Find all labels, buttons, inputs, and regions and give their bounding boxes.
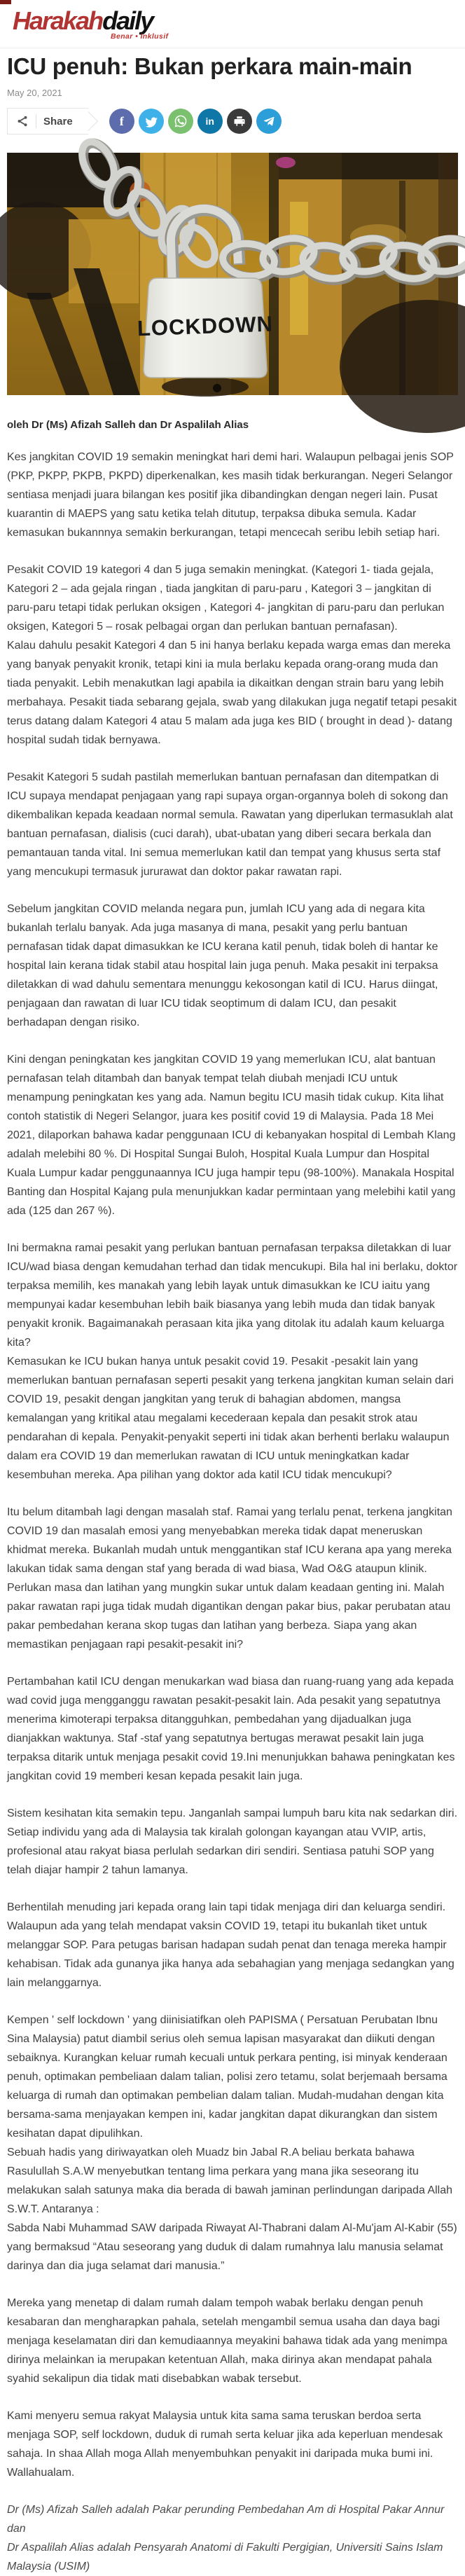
share-facebook-button[interactable] <box>109 109 134 134</box>
twitter-icon <box>144 115 158 128</box>
article-body <box>7 448 458 2482</box>
share-icon <box>16 115 29 128</box>
author-footer-line: Dr Aspalilah Alias adalah Pensyarah Anatomi di Fakulti Pergigian, Universiti Sains Islam Malaysia (USIM) <box>7 2542 443 2573</box>
share-label: Share <box>43 115 73 128</box>
linkedin-icon: in <box>205 116 214 128</box>
share-twitter-button[interactable] <box>139 109 164 134</box>
author-footer-line: Dr (Ms) Afizah Salleh adalah Pakar perunding Pembedahan Am di Hospital Pakar Annur dan <box>7 2504 445 2535</box>
article-paragraph: Kes jangkitan COVID 19 semakin meningkat hari demi hari. Walaupun pelbagai jenis SOP (PKP, PKPP, PKPB, PKPD) diperkenalkan, kes masih tidak berkurangan. Negeri Selangor sentiasa menjadi juara bilangan kes positif jika dibandingkan dengan negeri lain. Pusat kuarantin di MAEPS yang satu ketika telah ditutup, terpaksa dibuka semula. Kadar kemasukan bukannnya semakin berkurangan, tetapi mencecah seribu lebih setiap hari. <box>7 451 454 539</box>
article-paragraph: Ini bermakna ramai pesakit yang perlukan bantuan pernafasan terpaksa diletakkan di luar ICU/wad biasa dengan kemudahan terhad dan tidak mencukupi. Bila hal ini berlaku, doktor terpaksa memilih, kes manakah yang lebih layak untuk dimasukkan ke ICU iaitu yang mempunyai kadar kesembuhan lebih baik biasanya yang lebih muda dan tidak banyak penyakit kronik. Bagaimanakah perasaan kita jika yang ditolak itu adalah kaum keluarga kita? <box>7 1242 458 1349</box>
logo-tagline: Benar • Inklusif <box>111 32 169 41</box>
article-paragraph: Sebelum jangkitan COVID melanda negara pun, jumlah ICU yang ada di negara kita bukanlah terlalu banyak. Ada juga masanya di mana, pesakit yang perlu bantuan pernafasan tidak dapat dimasukkan ke ICU kerana katil penuh, tidak boleh di hantar ke hospital lain kerana tidak stabil atau hospital lain juga penuh. Maka pesakit ini terpaksa diletakkan di wad dahulu sementara menunggu kekosongan katil di ICU. Harus diingat, penjagaan dan rawatan di luar ICU tidak seoptimum di dalam ICU, dan pesakit berhadapan dengan risiko. <box>7 903 438 1029</box>
article-paragraph: Kempen ' self lockdown ' yang diinisiatifkan oleh PAPISMA ( Persatuan Perubatan Ibnu Sina Malaysia) patut diambil serius oleh semua lapisan masyarakat dan diikuti dengan sebaiknya. Kurangkan keluar rumah kecuali untuk perkara penting, isi minyak kenderaan penuh, optimakan pembeliaan dalam talian, polisi zero tetamu, solat berjemaah bersama keluarga di rumah dan optimakan pembelian dalam talian. Mudah-mudahan dengan kita bersama-sama menjayakan kempen ini, kadar jangkitan dapat dikurangkan dan sistem kesihatan dapat dipulihkan. <box>7 2014 447 2140</box>
article-paragraph: Kini dengan peningkatan kes jangkitan COVID 19 yang memerlukan ICU, alat bantuan pernafasan telah ditambah dan banyak tempat telah diubah menjadi ICU untuk menampung peningkatan kes yang ada. Namun begitu ICU masih tidak cukup. Kita lihat contoh statistik di Negeri Selangor, juara kes positif covid 19 di Malaysia. Pada 18 Mei 2021, dilaporkan bahawa kadar penggunaan ICU di kebanyakan hospital di Lembah Klang adalah melebihi 80 %. Di Hospital Sungai Buloh, Hospital Kuala Lumpur dan Hospital Kuala Lumpur kadar penggunaannya ICU juga hampir tepu (98-100%). Manakala Hospital Banting dan Hospital Kajang pula menunjukkan kadar permintaan yang melebihi katil yang ada (125 dan 267 %). <box>7 1054 456 1218</box>
article-paragraph: Sistem kesihatan kita semakin tepu. Janganlah sampai lumpuh baru kita nak sedarkan diri. Setiap individu yang ada di Malaysia tak kiralah golongan kayangan atau VVIP, artis, profesional atau rakyat biasa perlulah sedarkan diri sendiri. Sentiasa patuhi SOP yang telah diajar hampir 2 tahun lamanya. <box>7 1807 458 1877</box>
article-paragraph: Pesakit Kategori 5 sudah pastilah memerlukan bantuan pernafasan dan ditempatkan di ICU supaya mendapat penjagaan yang rapi supaya organ-organnya boleh di sokong dan dikembalikan kepada keadaan normal semula. Rawatan yang diperlukan termasuklah alat bantuan pernafasan, dialisis (cuci darah), ubat-ubatan yang diberi secara berkala dan pemantauan tanda vital. Ini semua memerlukan katil dan tempat yang khusus serta staf yang mencukupi termasuk jururawat dan doktor pakar rawatan rapi. <box>7 771 453 879</box>
share-pill-tip <box>78 111 98 131</box>
article-paragraph: Kalau dahulu pesakit Kategori 4 dan 5 ini hanya berlaku kepada warga emas dan mereka yang banyak penyakit kronik, tetapi kini ia mula berlaku kepada orang-orang muda dan tiada penyakit. Lebih menakutkan lagi apabila ia dikaitkan dengan strain baru yang lebih merbahaya. Pesakit tiada sebarang gejala, swab yang dilakukan juga negatif tetapi pesakit terus datang dalam Kategori 4 atau 5 malam ada juga kes BID ( brought in dead )- datang hospital sudah tidak bernyawa. <box>7 640 457 747</box>
article-date: May 20, 2021 <box>7 88 62 99</box>
share-button[interactable] <box>7 108 88 135</box>
page-title: ICU penuh: Bukan perkara main-main <box>7 53 412 79</box>
share-whatsapp-button[interactable] <box>168 109 193 134</box>
whatsapp-icon <box>174 114 188 128</box>
article-paragraph: Kami menyeru semua rakyat Malaysia untuk kita sama sama teruskan berdoa serta menjaga SOP, self lockdown, duduk di rumah serta keluar jika ada keperluan mendesak sahaja. In shaa Allah moga Allah menyembuhkan penyakit ini daripada muka bumi ini. Wallahualam. <box>7 2410 443 2479</box>
article-paragraph: Sebuah hadis yang diriwayatkan oleh Muadz bin Jabal R.A beliau berkata bahawa Rasulullah S.A.W menyebutkan tentang lima perkara yang mana jika seseorang itu melakukan salah satunya maka dia berada di bawah jaminan perlindungan daripada Allah S.W.T. Antaranya : <box>7 2147 452 2216</box>
print-icon <box>233 115 246 128</box>
article-paragraph: Sabda Nabi Muhammad SAW daripada Riwayat Al-Thabrani dalam Al-Mu'jam Al-Kabir (55) yang bermaksud “Atau seseorang yang duduk di dalam rumahnya lalu manusia selamat darinya dan dia juga selamat dari manusia.” <box>7 2222 457 2273</box>
masthead <box>0 0 465 41</box>
share-telegram-button[interactable] <box>256 109 282 134</box>
author-footer <box>7 2500 458 2576</box>
article-paragraph: Pertambahan katil ICU dengan menukarkan wad biasa dan ruang-ruang yang ada kepada wad covid juga mengganggu rawatan pesakit-pesakit lain. Ada pesakit yang sepatutnya menerima kimoterapi terpaksa ditangguhkan, pembedahan yang dijadualkan juga dianjakkan waktunya. Staf -staf yang sepatutnya bertugas merawat pesakit lain juga terpaksa ditarik untuk menjaga pesakit covid 19.Ini menunjukkan bahawa peningkatan kes jangkitan covid 19 memberi kesan kepada pesakit lain juga. <box>7 1676 455 1783</box>
lock-text: LOCKDOWN <box>137 311 274 341</box>
article-paragraph: Kemasukan ke ICU bukan hanya untuk pesakit covid 19. Pesakit -pesakit lain yang memerlukan bantuan pernafasan seperti pesakit yang terkena jangkitan kuman selain dari COVID 19, pesakit dengan jangkitan yang teruk di bahagian abdomen, mangsa kemalangan yang kritikal atau megalami kecederaan kepala dan pesakit strok atau pendarahan di kepala. Penyakit-penyakit seperti ini tidak akan berhenti berlaku walaupun dalam era COVID 19 dan memerlukan rawatan di ICU untuk meningkatkan kadar kesembuhan mereka. Apa pilihan yang doktor ada katil ICU tidak mencukupi? <box>7 1356 454 1482</box>
logo-part-black: daily <box>102 6 153 35</box>
harakahdaily-logo[interactable] <box>13 8 465 34</box>
facebook-icon: f <box>119 113 124 128</box>
share-print-button[interactable] <box>227 109 252 134</box>
article-paragraph: Mereka yang menetap di dalam rumah dalam tempoh wabak berlaku dengan penuh kesabaran dan mengharapkan pahala, setelah mengambil semua usaha dan daya bagi menjaga keselamatan diri dan kemudiaannya meyakini bahawa tidak ada yang menimpa dirinya melainkan ia merupakan ketentuan Allah, maka dirinya akan mendapat pahala syahid sekalipun dia tidak mati disebabkan wabak tersebut. <box>7 2297 447 2385</box>
hero-image <box>7 153 458 395</box>
article-paragraph: Itu belum ditambah lagi dengan masalah staf. Ramai yang terlalu penat, terkena jangkitan COVID 19 dan masalah emosi yang menyebabkan mereka tidak dapat meneruskan khidmat mereka. Bukanlah mudah untuk menggantikan staf ICU kerana apa yang mereka lakukan tidak sama dengan staf yang berada di wad biasa, Wad O&G ataupun klinik. Perlukan masa dan latihan yang mungkin sukar untuk dalam keadaan genting ini. Malah pakar rawatan rapi juga tidak mudah digantikan dengan pakar bius, pakar perubatan atau pakar pembedahan kerana skop tugas dan latihan yang berbeza. Siapa yang akan memastikan penjagaan rapi pesakit-pesakit ini? <box>7 1506 452 1651</box>
share-toolbar <box>7 108 465 135</box>
byline: oleh Dr (Ms) Afizah Salleh dan Dr Aspalilah Alias <box>7 419 249 432</box>
article-paragraph: Berhentilah menuding jari kepada orang lain tapi tidak menjaga diri dan keluarga sendiri. Walaupun ada yang telah mendapat vaksin COVID 19, tetapi itu bukanlah tiket untuk melanggar SOP. Para petugas barisan hadapan sudah penat dan tenaga mereka hampir kehabisan. Tidak ada gunanya jika hanya ada sebahagian yang menjaga sedangkan yang lain melanggarnya. <box>7 1901 454 1990</box>
share-linkedin-button[interactable] <box>197 109 223 134</box>
logo-part-red: Harakah <box>13 6 103 35</box>
telegram-icon <box>263 115 275 128</box>
article-paragraph: Pesakit COVID 19 kategori 4 dan 5 juga semakin meningkat. (Kategori 1- tiada gejala, Kategori 2 – ada gejala ringan , tiada jangkitan di paru-paru , Kategori 3 – jangkitan di paru-paru tetapi tidak perlukan oksigen , Kategori 4- jangkitan di paru-paru dan perlukan oksigen, Kategori 5 – rosak pelbagai organ dan perlukan bantuan pernafasan). <box>7 564 445 633</box>
corner-strip <box>0 0 11 4</box>
